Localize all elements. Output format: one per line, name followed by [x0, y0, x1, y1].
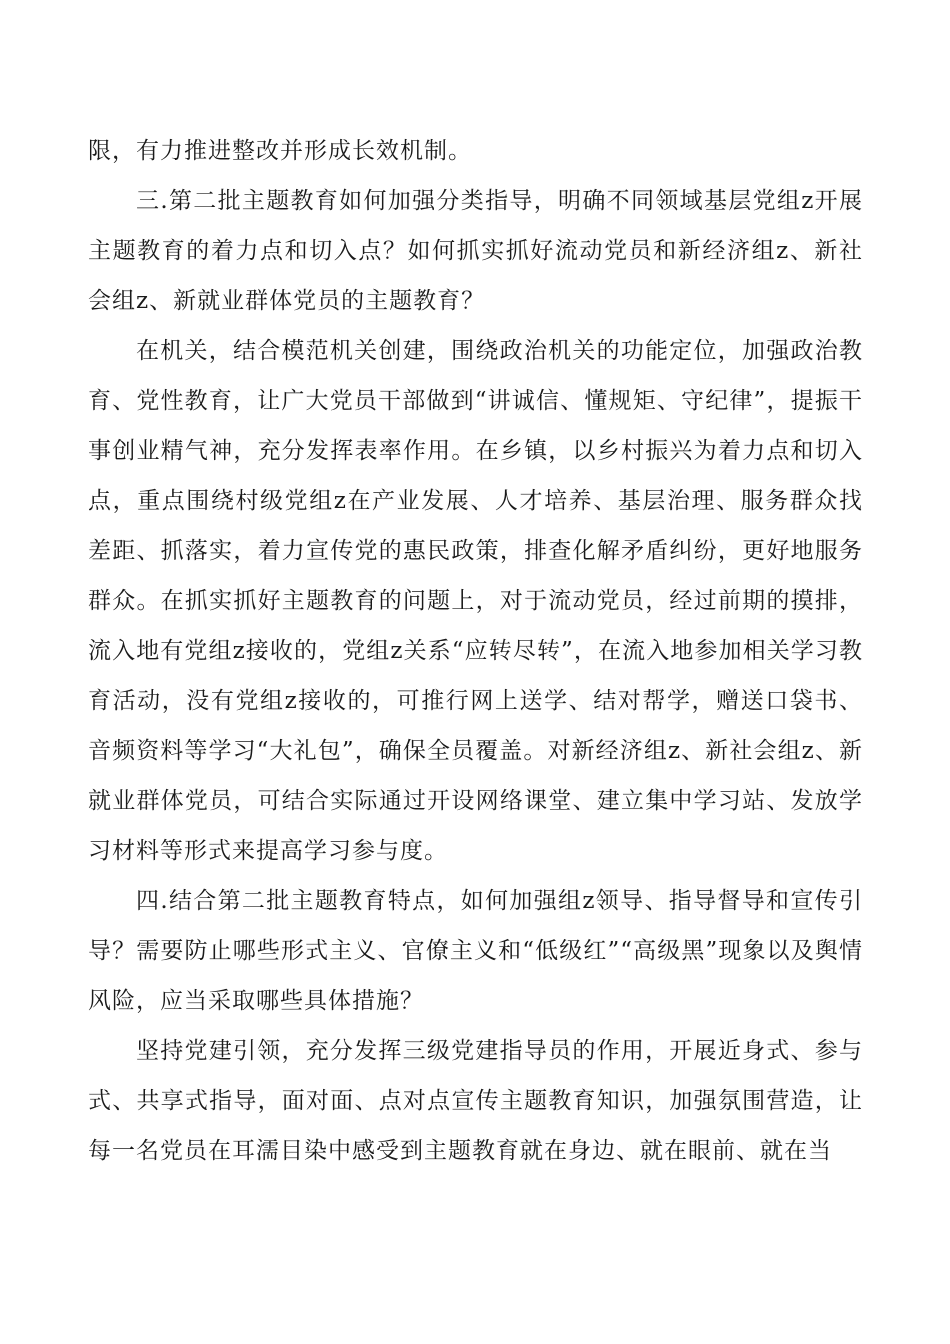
paragraph-continuation: 限，有力推进整改并形成长效机制。	[88, 138, 472, 164]
question-three-heading: 三.第二批主题教育如何加强分类指导，明确不同领域基层党组z开展主题教育的着力点和切入点？如何抓实抓好流动党员和新经济组z、新社会组z、新就业群体党员的主题教育？	[88, 188, 863, 314]
answer-three-paragraph: 在机关，结合模范机关创建，围绕政治机关的功能定位，加强政治教育、党性教育，让广大党员干部做到“讲诚信、懂规矩、守纪律”，提振干事创业精气神，充分发挥表率作用。在乡镇，以乡村振兴为着力点和切入点，重点围绕村级党组z在产业发展、人才培养、基层治理、服务群众找差距、抓落实，着力宣传党的惠民政策，排查化解矛盾纠纷，更好地服务群众。在抓实抓好主题教育的问题上，对于流动党员，经过前期的摸排，流入地有党组z接收的，党组z关系“应转尽转”，在流入地参加相关学习教育活动，没有党组z接收的，可推行网上送学、结对帮学，赠送口袋书、音频资料等学习“大礼包”，确保全员覆盖。对新经济组z、新社会组z、新就业群体党员，可结合实际通过开设网络课堂、建立集中学习站、发放学习材料等形式来提高学习参与度。	[88, 338, 863, 864]
question-four-heading: 四.结合第二批主题教育特点，如何加强组z领导、指导督导和宣传引导？需要防止哪些形式主义、官僚主义和“低级红”“高级黑”现象以及舆情风险，应当采取哪些具体措施？	[88, 888, 863, 1014]
document-body	[88, 126, 863, 1176]
answer-four-paragraph: 坚持党建引领，充分发挥三级党建指导员的作用，开展近身式、参与式、共享式指导，面对面、点对点宣传主题教育知识，加强氛围营造，让每一名党员在耳濡目染中感受到主题教育就在身边、就在眼前、就在当	[88, 1038, 863, 1164]
